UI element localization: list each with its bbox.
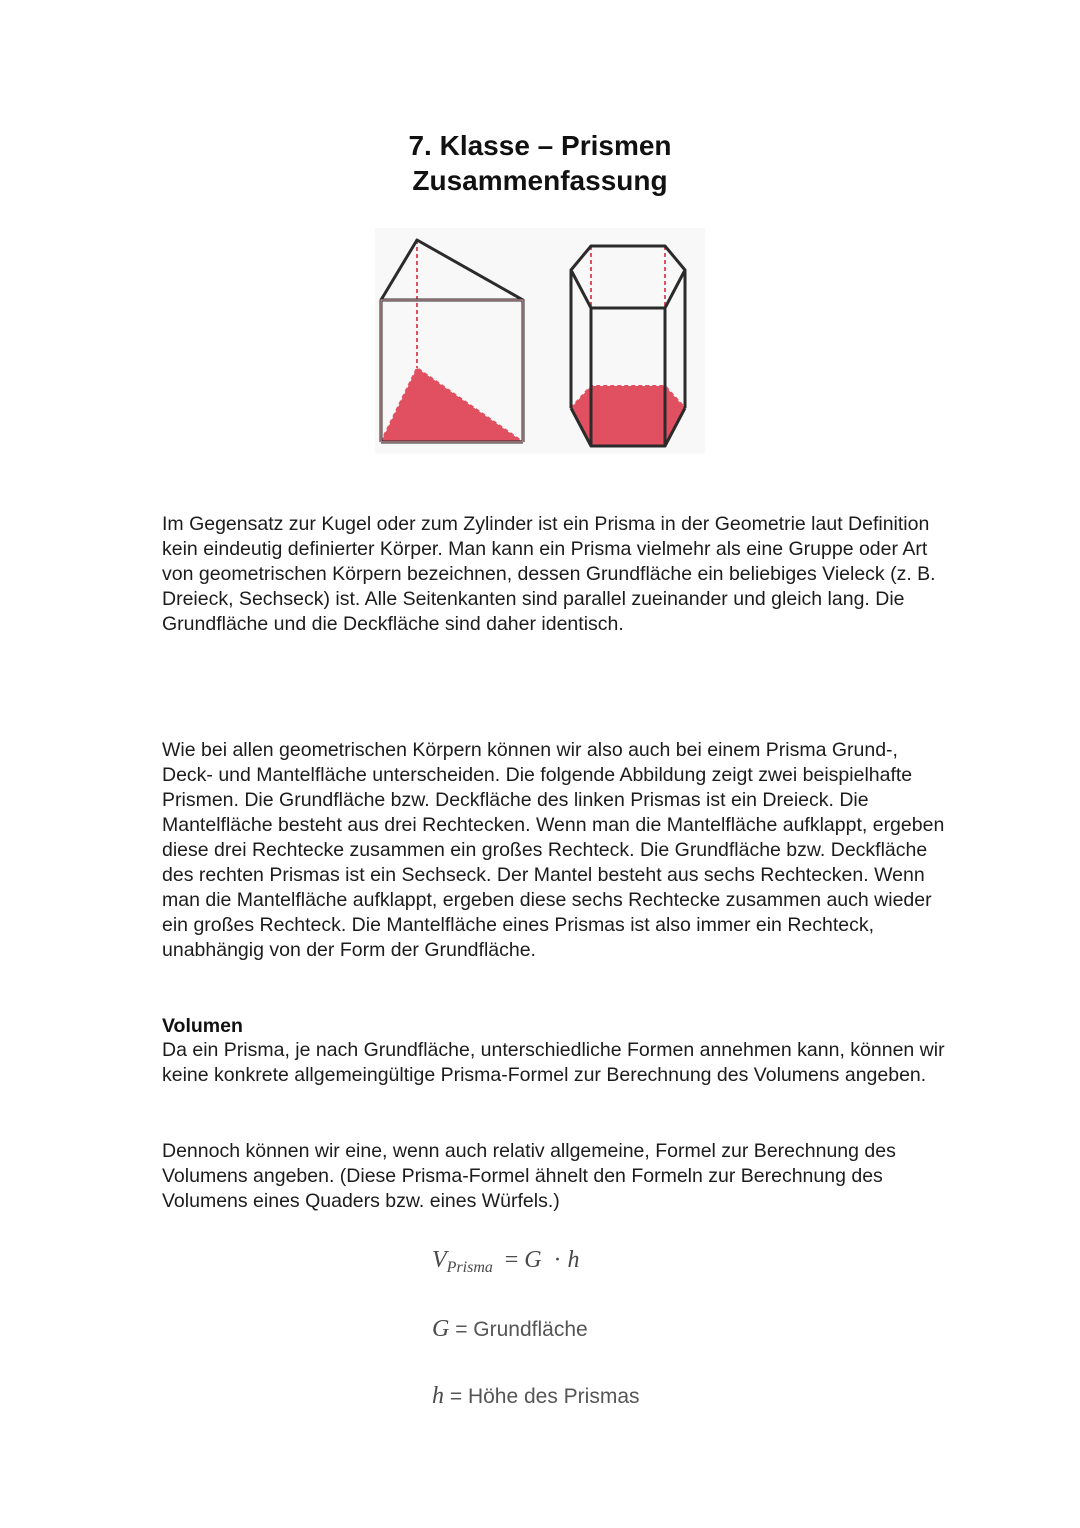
prism-figure bbox=[375, 228, 705, 454]
page-title bbox=[0, 128, 1080, 198]
definition-h-text: = Höhe des Prismas bbox=[449, 1385, 640, 1408]
volume-formula-intro: Dennoch können wir eine, wenn auch relativ allgemeine, Formel zur Berechnung des Volumens angeben. (Diese Prisma-Formel ähnelt den Formeln zur Berechnung des Volumens eines Quaders bzw. eines Würfels.) bbox=[162, 1140, 896, 1212]
formula-dot: · bbox=[553, 1247, 562, 1273]
formula-subscript: Prisma bbox=[446, 1259, 493, 1276]
formula-h: h bbox=[567, 1247, 580, 1273]
volume-heading: Volumen bbox=[162, 1015, 243, 1037]
title-line-2: Zusammenfassung bbox=[412, 165, 668, 196]
definition-h-symbol: h bbox=[432, 1383, 444, 1409]
grundflaeche-definition bbox=[432, 1316, 588, 1343]
formula-equals: = bbox=[504, 1247, 519, 1273]
volume-formula bbox=[432, 1247, 579, 1274]
volume-paragraph: Da ein Prisma, je nach Grundfläche, unterschiedliche Formen annehmen kann, können wir keine konkrete allgemeingültige Prisma-Formel zur Berechnung des Volumens angeben. bbox=[162, 1039, 945, 1086]
definition-g-text: = Grundfläche bbox=[455, 1318, 588, 1341]
formula-g: G bbox=[524, 1247, 542, 1273]
hoehe-definition bbox=[432, 1383, 640, 1410]
surfaces-paragraph: Wie bei allen geometrischen Körpern können wir also auch bei einem Prisma Grund-, Deck- und Mantelfläche unterscheiden. Die folgende Abbildung zeigt zwei beispielhafte Prismen. Die Grundfläche bzw. Deckfläche des linken Prismas ist ein Dreieck. Die Mantelfläche besteht aus drei Rechtecken. Wenn man die Mantelfläche aufklappt, ergeben diese drei Rechtecke zusammen ein großes Rechteck. Die Grundfläche bzw. Deckfläche des rechten Prismas ist ein Sechseck. Der Mantel besteht aus sechs Rechtecken. Wenn man die Mantelfläche aufklappt, ergeben diese sechs Rechtecke zusammen auch wieder ein großes Rechteck. Die Mantelfläche eines Prismas ist also immer ein Rechteck, unabhängig von der Form der Grundfläche. bbox=[162, 739, 945, 961]
title-line-1: 7. Klasse – Prismen bbox=[408, 130, 672, 161]
formula-v: V bbox=[432, 1247, 447, 1273]
definition-g-symbol: G bbox=[432, 1316, 450, 1342]
intro-paragraph: Im Gegensatz zur Kugel oder zum Zylinder ist ein Prisma in der Geometrie laut Definition kein eindeutig definierter Körper. Man kann ein Prisma vielmehr als eine Gruppe oder Art von geometrischen Körpern bezeichnen, dessen Grundfläche ein beliebiges Vieleck (z. B. Dreieck, Sechseck) ist. Alle Seitenkanten sind parallel zueinander und gleich lang. Die Grundfläche und die Deckfläche sind daher identisch. bbox=[162, 513, 936, 635]
